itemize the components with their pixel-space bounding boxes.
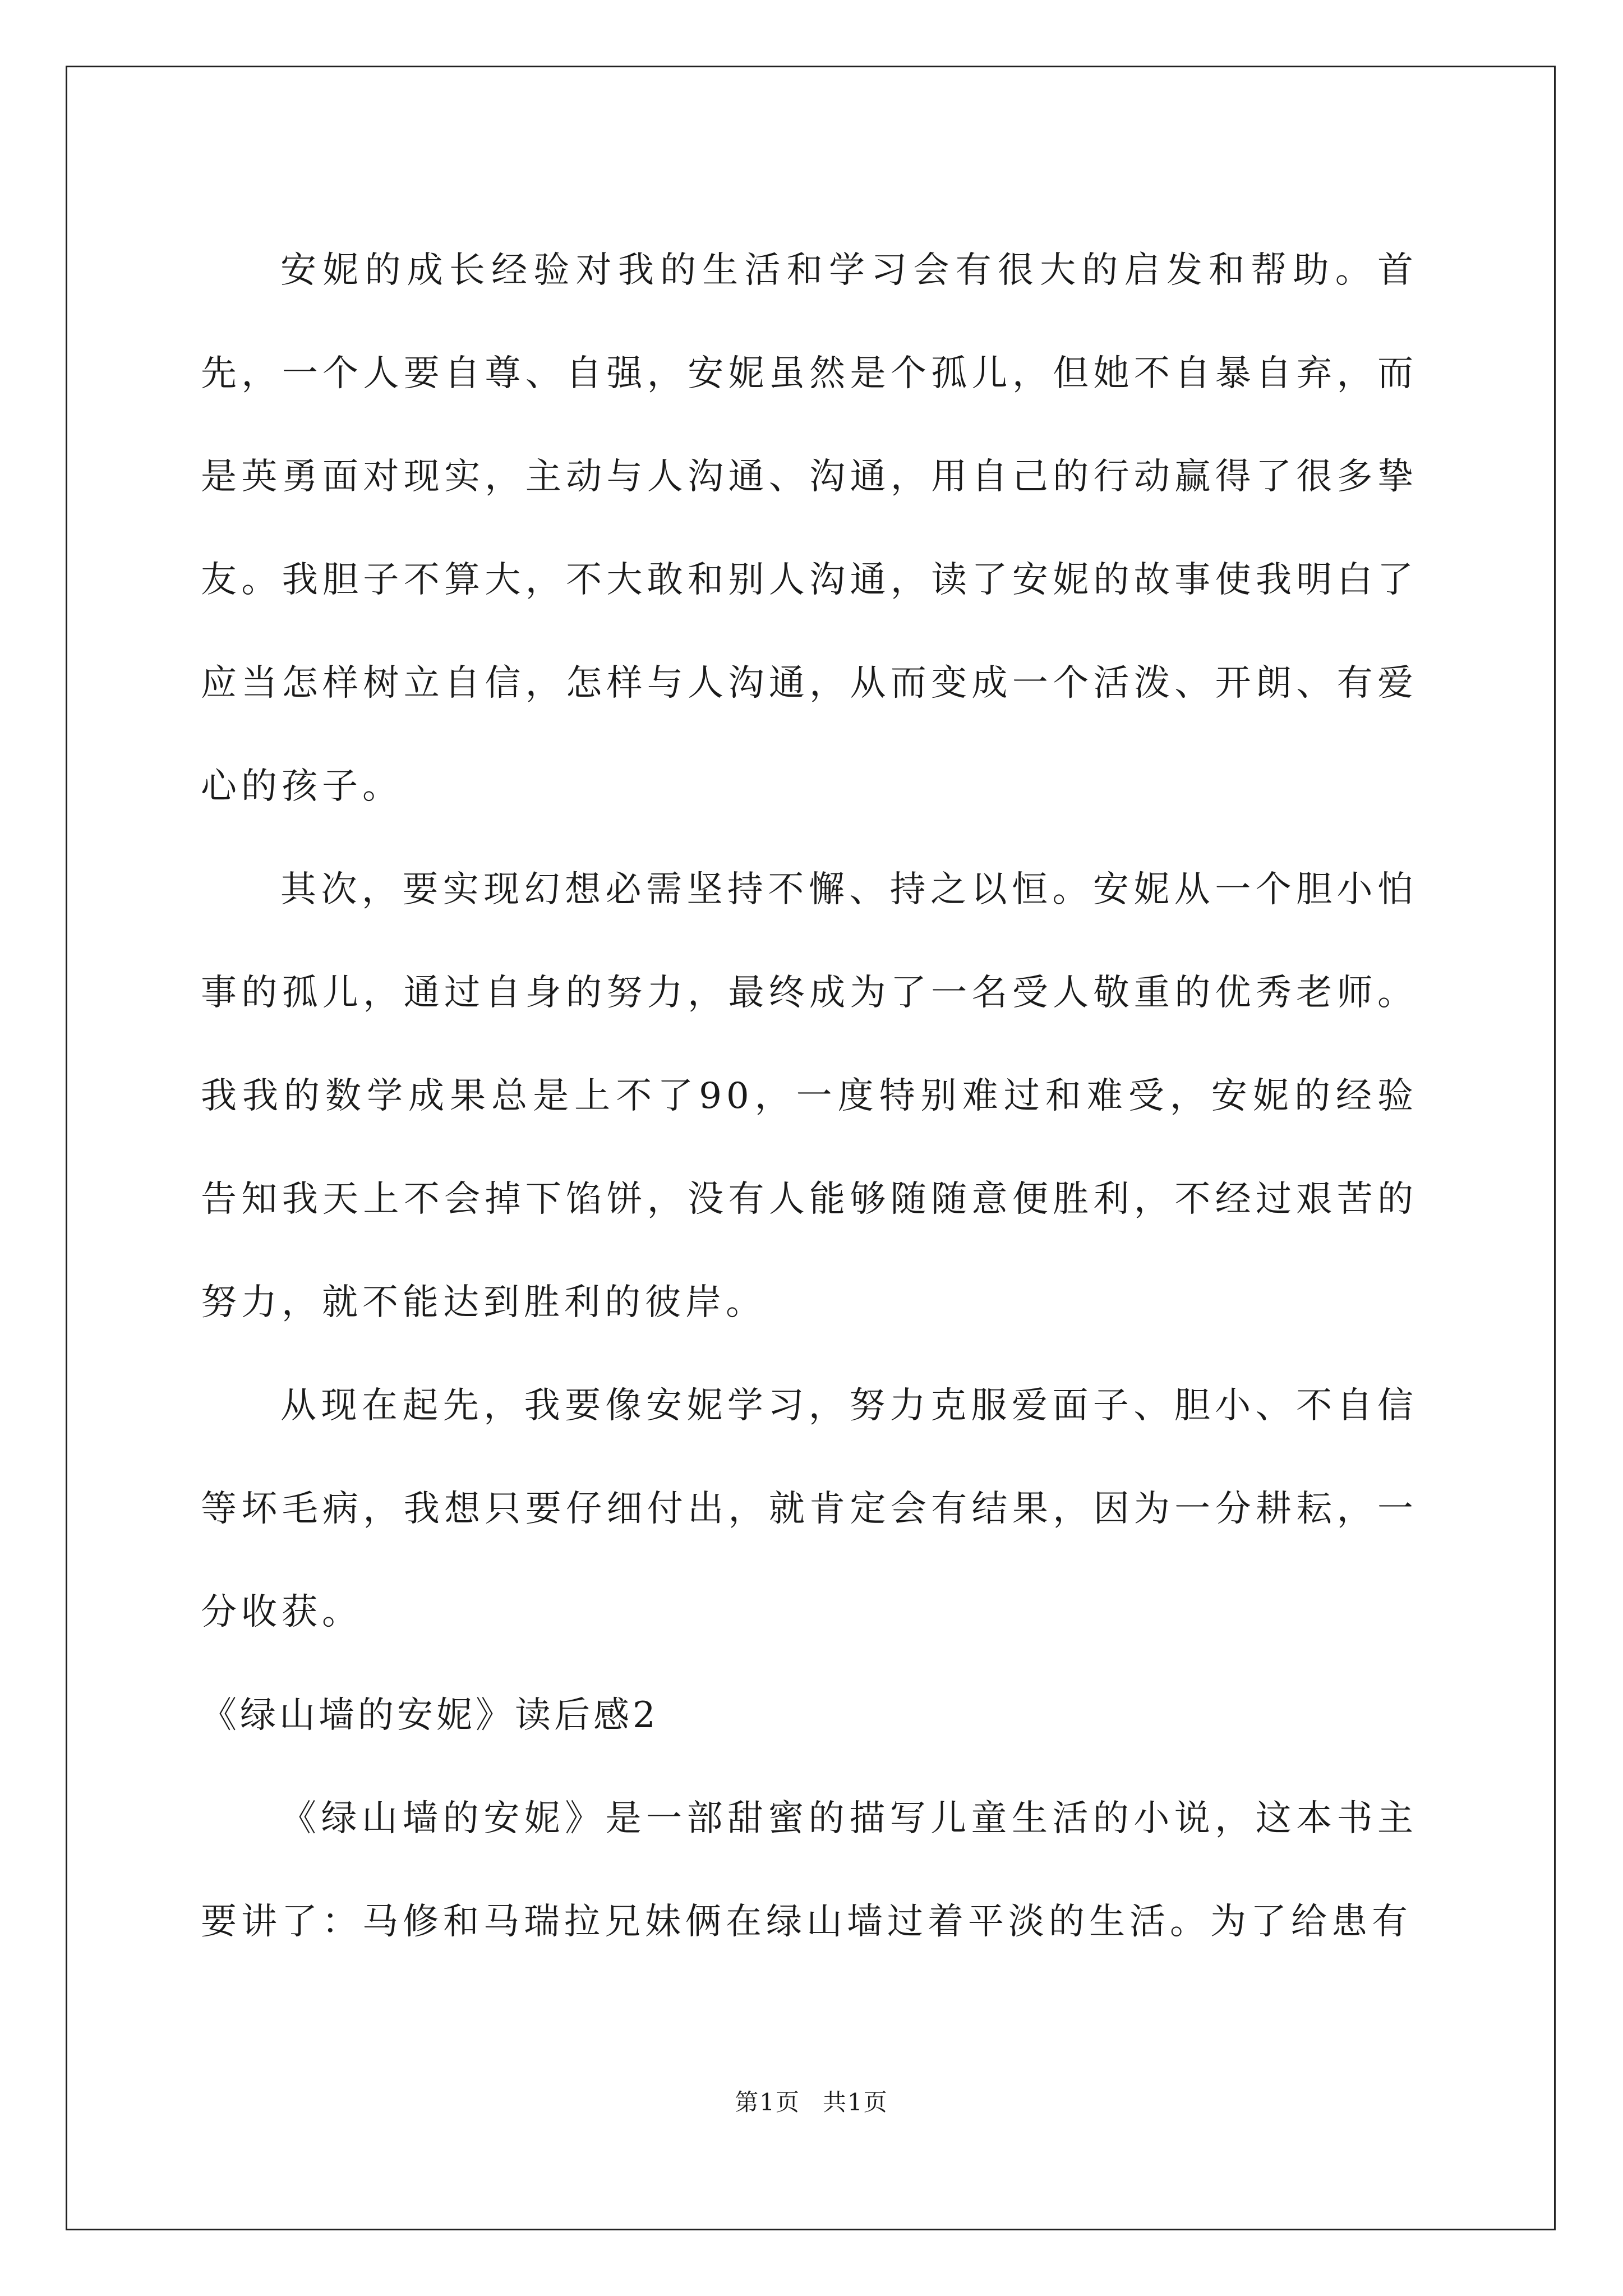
- page-number: 第1页: [735, 2088, 800, 2116]
- paragraph-2: 其次，要实现幻想必需坚持不懈、持之以恒。安妮从一个胆小怕事的孤儿，通过自身的努力，最终成为了一名受人敬重的优秀老师。我我的数学成果总是上不了90，一度特别难过和难受，安妮的经验告知我天上不会掉下馅饼，没有人能够随随意便胜利，不经过艰苦的努力，就不能达到胜利的彼岸。: [201, 869, 1418, 1323]
- paragraph-4: 《绿山墙的安妮》是一部甜蜜的描写儿童生活的小说，这本书主要讲了：马修和马瑞拉兄妹俩在绿山墙过着平淡的生活。为了给患有: [201, 1798, 1418, 1943]
- document-body: [201, 219, 1418, 1973]
- paragraph-1: 安妮的成长经验对我的生活和学习会有很大的启发和帮助。首先，一个人要自尊、自强，安妮虽然是个孤儿，但她不自暴自弃，而是英勇面对现实，主动与人沟通、沟通，用自己的行动赢得了很多挚友。我胆子不算大，不大敢和别人沟通，读了安妮的故事使我明白了应当怎样树立自信，怎样与人沟通，从而变成一个活泼、开朗、有爱心的孩子。: [201, 250, 1418, 807]
- section-heading: 《绿山墙的安妮》读后感2: [201, 1695, 659, 1736]
- paragraph-3: 从现在起先，我要像安妮学习，努力克服爱面子、胆小、不自信等坏毛病，我想只要仔细付出，就肯定会有结果，因为一分耕耘，一分收获。: [201, 1385, 1418, 1633]
- page-total: 共1页: [823, 2088, 888, 2116]
- page-footer: [0, 2084, 1623, 2118]
